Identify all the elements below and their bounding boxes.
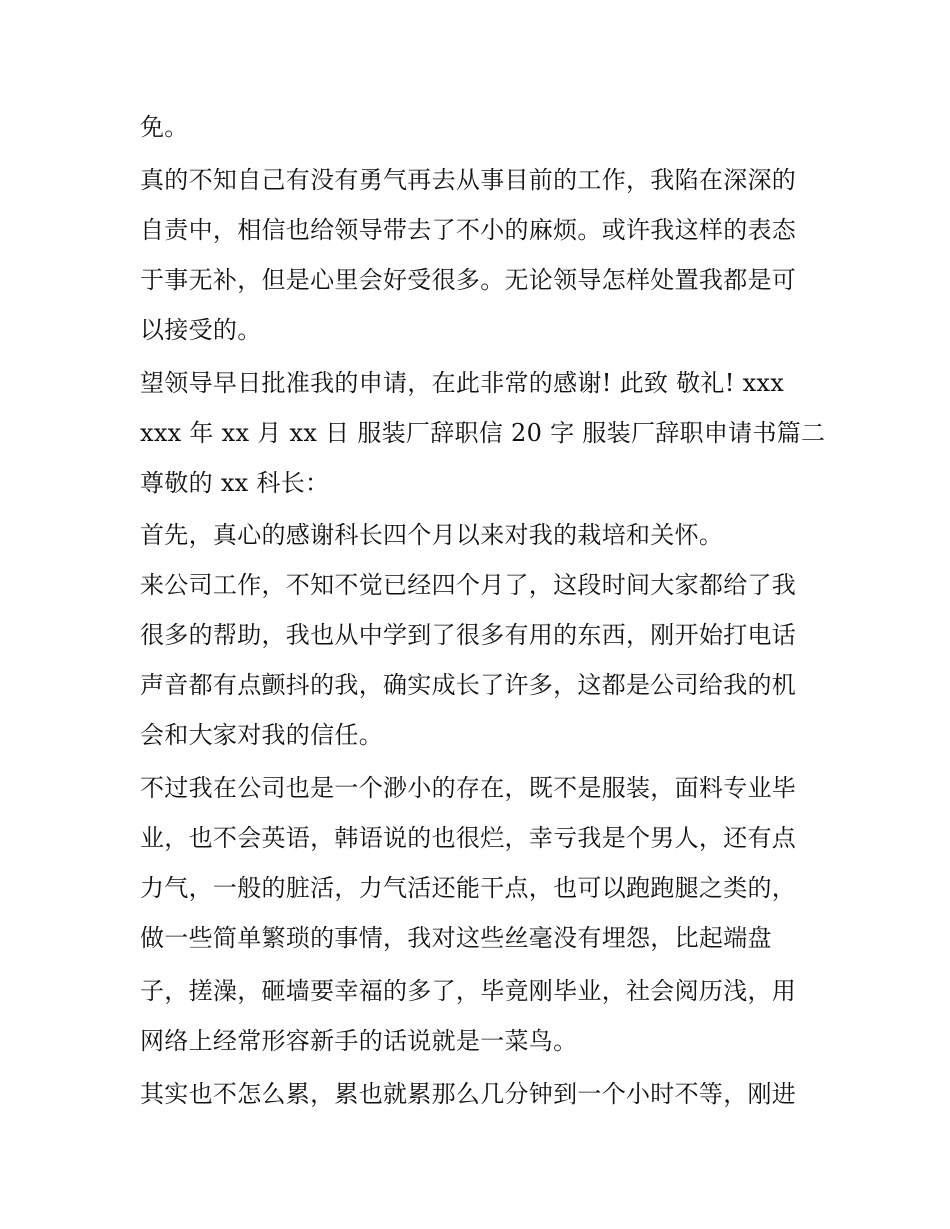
text-line: 业，也不会英语，韩语说的也很烂，幸亏我是个男人，还有点 <box>140 824 797 852</box>
text-line: 不过我在公司也是一个渺小的存在，既不是服装，面料专业毕 <box>140 774 797 802</box>
text-line: 首先，真心的感谢科长四个月以来对我的栽培和关怀。 <box>140 521 724 549</box>
text-line: 以接受的。 <box>140 316 262 344</box>
text-line: 力气，一般的脏活，力气活还能干点，也可以跑跑腿之类的， <box>140 874 797 902</box>
text-line: 望领导早日批准我的申请，在此非常的感谢! 此致 敬礼! xxx <box>140 369 785 397</box>
text-line: 于事无补，但是心里会好受很多。无论领导怎样处置我都是可 <box>140 266 797 294</box>
text-line: 其实也不怎么累，累也就累那么几分钟到一个小时不等，刚进 <box>140 1080 797 1108</box>
text-line: 尊敬的 xx 科长： <box>140 469 330 497</box>
text-line: xxx 年 xx 月 xx 日 服装厂辞职信 20 字 服装厂辞职申请书篇二 <box>140 419 826 447</box>
text-line: 很多的帮助，我也从中学到了很多有用的东西，刚开始打电话 <box>140 621 797 649</box>
text-line: 来公司工作，不知不觉已经四个月了，这段时间大家都给了我 <box>140 571 797 599</box>
text-line: 自责中，相信也给领导带去了不小的麻烦。或许我这样的表态 <box>140 216 797 244</box>
text-line: 免。 <box>140 113 189 141</box>
text-line: 会和大家对我的信任。 <box>140 721 383 749</box>
text-line: 声音都有点颤抖的我，确实成长了许多，这都是公司给我的机 <box>140 671 797 699</box>
text-line: 真的不知自己有没有勇气再去从事目前的工作，我陷在深深的 <box>140 166 797 194</box>
text-line: 网络上经常形容新手的话说就是一菜鸟。 <box>140 1027 578 1055</box>
text-line: 子，搓澡，砸墙要幸福的多了，毕竟刚毕业，社会阅历浅，用 <box>140 977 797 1005</box>
text-line: 做一些简单繁琐的事情，我对这些丝毫没有埋怨，比起端盘 <box>140 924 772 952</box>
